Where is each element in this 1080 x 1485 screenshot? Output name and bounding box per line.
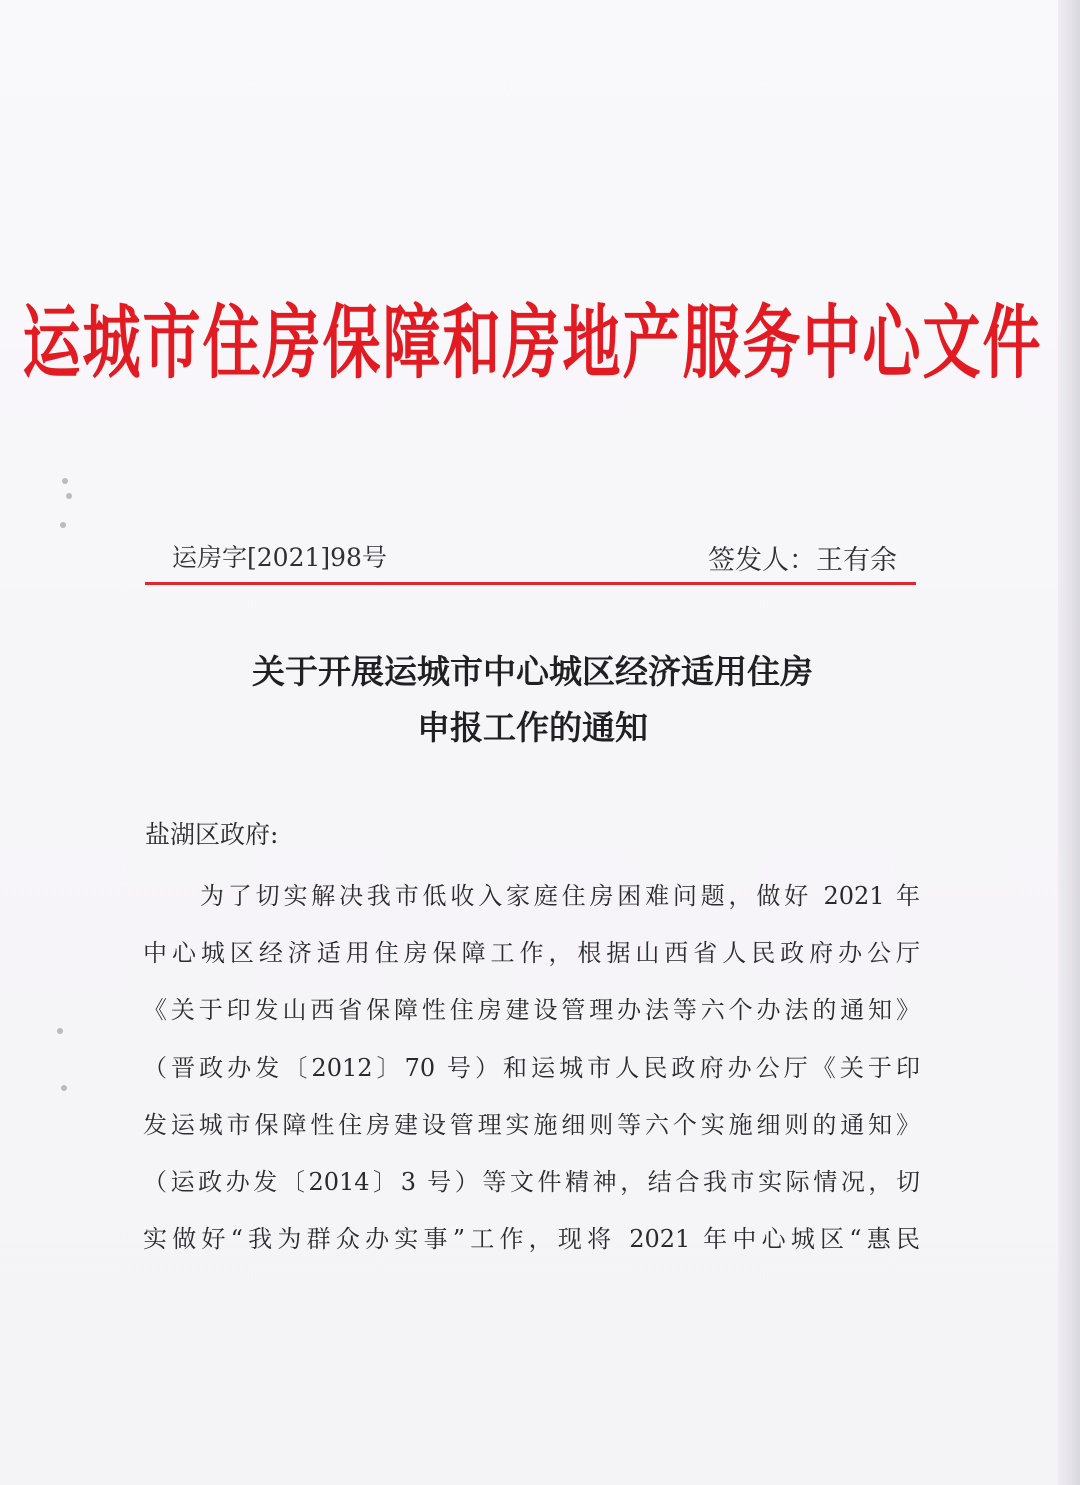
body-line: 中心城区经济适用住房保障工作，根据山西省人民政府办公厅 (143, 939, 920, 967)
body-line: （晋政办发〔2012〕70 号）和运城市人民政府办公厅《关于印 (143, 1054, 920, 1082)
body-line: 发运城市保障性住房建设管理实施细则等六个实施细则的通知》 (143, 1111, 920, 1139)
document-number: 运房字[2021]98号 (172, 543, 387, 572)
scan-speck (60, 522, 66, 528)
body-line: 为了切实解决我市低收入家庭住房困难问题，做好 2021 年 (200, 882, 920, 910)
scan-speck (57, 1028, 63, 1034)
scan-speck (62, 478, 68, 484)
scan-speck (61, 1085, 67, 1091)
body-line: 《关于印发山西省保障性住房建设管理办法等六个办法的通知》 (143, 996, 920, 1024)
scan-speck (66, 493, 72, 499)
body-line: （运政办发〔2014〕3 号）等文件精神，结合我市实际情况，切 (143, 1168, 920, 1196)
document-title-line-1: 关于开展运城市中心城区经济适用住房 (252, 652, 813, 691)
issuing-authority-header: 运城市住房保障和房地产服务中心文件 (22, 295, 1043, 390)
salutation: 盐湖区政府: (145, 820, 279, 849)
document-title-line-2: 申报工作的通知 (417, 708, 648, 747)
signer: 签发人：王有余 (708, 545, 897, 576)
red-separator-line (145, 582, 916, 585)
body-line: 实做好“我为群众办实事”工作，现将 2021 年中心城区“惠民 (143, 1225, 920, 1253)
